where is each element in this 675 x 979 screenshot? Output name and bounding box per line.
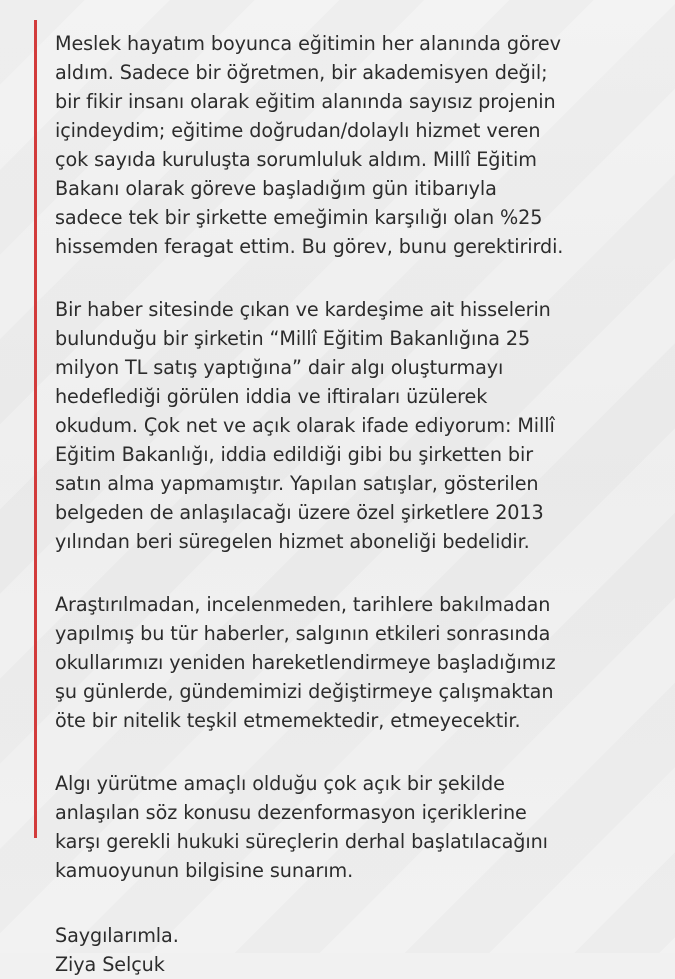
text-line: okullarımızı yeniden hareketlendirmeye başladığımız [55,651,556,674]
text-line: Araştırılmadan, incelenmeden, tarihlere bakılmadan [55,593,551,616]
paragraph-3 [55,590,661,735]
letter-body [55,29,661,979]
text-line: bir fikir insanı olarak eğitim alanında sayısız projenin [55,90,556,113]
closing-block [55,921,661,979]
text-line: hissemden feragat ettim. Bu görev, bunu gerektirirdi. [55,235,564,258]
text-line: belgeden de anlaşılacağı üzere özel şirketlere 2013 [55,501,544,524]
text-line: bulunduğu bir şirketin “Millî Eğitim Bakanlığına 25 [55,327,531,350]
text-line: yılından beri süregelen hizmet aboneliği bedelidir. [55,530,530,553]
text-line: okudum. Çok net ve açık olarak ifade ediyorum: Millî [55,414,555,437]
paragraph-spacer [55,556,661,590]
red-accent-line [34,20,37,838]
signature-name: Ziya Selçuk [55,953,165,976]
paragraph-4 [55,769,661,885]
text-line: hedeflediği görülen iddia ve iftiraları üzülerek [55,385,488,408]
text-line: kamuoyunun bilgisine sunarım. [55,859,354,882]
text-line: çok sayıda kuruluşta sorumluluk aldım. Millî Eğitim [55,148,537,171]
paragraph-1 [55,29,661,261]
paragraph-2 [55,295,661,556]
text-line: Bakanı olarak göreve başladığım gün itibarıyla [55,177,497,200]
text-line: içindeydim; eğitime doğrudan/dolaylı hizmet veren [55,119,541,142]
closing-salutation: Saygılarımla. [55,924,179,947]
paragraph-spacer [55,261,661,295]
text-line: sadece tek bir şirkette emeğimin karşılığı olan %25 [55,206,543,229]
text-line: satın alma yapmamıştır. Yapılan satışlar, gösterilen [55,472,539,495]
paragraph-spacer [55,735,661,769]
text-line: Meslek hayatım boyunca eğitimin her alanında görev [55,32,561,55]
text-line: anlaşılan söz konusu dezenformasyon içeriklerine [55,801,527,824]
text-line: öte bir nitelik teşkil etmemektedir, etmeyecektir. [55,709,521,732]
text-line: Eğitim Bakanlığı, iddia edildiği gibi bu şirketten bir [55,443,534,466]
text-line: Algı yürütme amaçlı olduğu çok açık bir şekilde [55,772,505,795]
text-line: yapılmış bu tür haberler, salgının etkileri sonrasında [55,622,551,645]
text-line: aldım. Sadece bir öğretmen, bir akademisyen değil; [55,61,548,84]
text-line: milyon TL satış yaptığına” dair algı oluşturmayı [55,356,504,379]
text-line: Bir haber sitesinde çıkan ve kardeşime ait hisselerin [55,298,551,321]
text-line: şu günlerde, gündemimizi değiştirmeye çalışmaktan [55,680,554,703]
text-line: karşı gerekli hukuki süreçlerin derhal başlatılacağını [55,830,548,853]
